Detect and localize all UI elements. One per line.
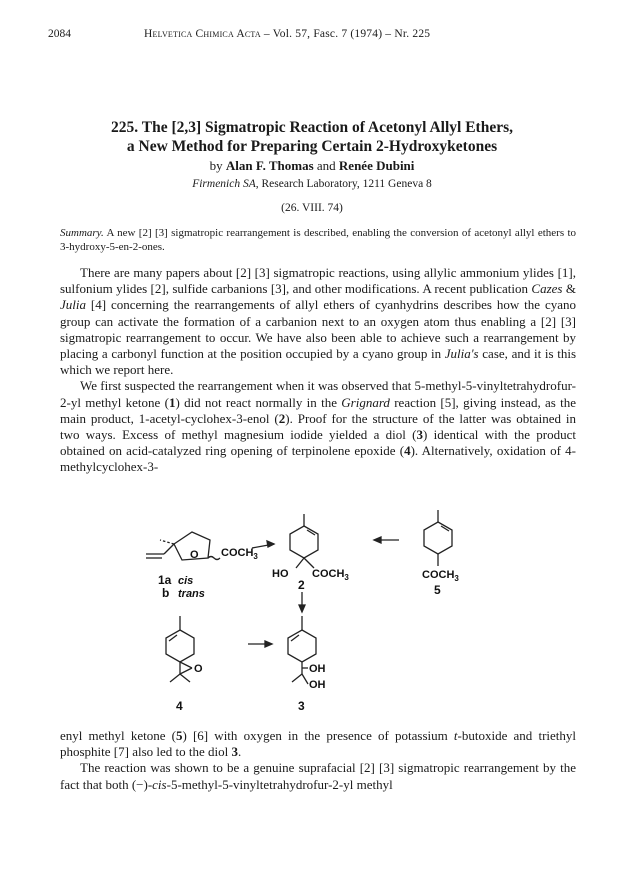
compound-ref-1: 1 — [168, 394, 176, 410]
c5-label: 5 — [434, 583, 441, 597]
arrow-5-to-2 — [374, 537, 399, 543]
by-text: by — [209, 158, 226, 173]
and-text: and — [313, 158, 339, 173]
compound-ref-5: 5 — [175, 728, 183, 743]
c1-trans-label: trans — [178, 588, 205, 600]
c3-ring — [288, 630, 316, 662]
c1-label-b: b — [162, 586, 170, 600]
body-text-top — [60, 265, 576, 476]
p1-text-a: There are many papers about [2] [3] sigmatropic reactions, using allylic ammonium ylides [1], sulfonium ylides [2], sulfide carbanions [3], and other modifications. A recent publication — [60, 265, 576, 297]
p2-text-b: ) did not react normally in the — [175, 394, 342, 410]
reaction-scheme — [124, 510, 524, 720]
paragraph-4 — [60, 760, 576, 792]
c1-acetyl-label — [221, 547, 258, 561]
compound-4-structure — [166, 616, 194, 682]
p2-text-f: ). Alternatively, oxidation of 4-methylcyclohex-3- — [60, 443, 576, 475]
p2-text-d: ). Proof for the structure of the latter was obtained in two ways. Excess of methyl magnesium iodide yielded a diol ( — [60, 410, 577, 443]
author-ref-julia-2: Julia's — [444, 346, 479, 362]
author-2: Renée Dubini — [338, 158, 415, 173]
summary-label: Summary. — [60, 227, 104, 239]
c4-methyl-a — [170, 674, 180, 682]
received-date: (26. VIII. 74) — [281, 202, 343, 214]
compound-5-structure — [424, 510, 452, 566]
c1-acetyl-text: COCH — [221, 547, 254, 559]
c5-double-bond — [441, 526, 449, 531]
c3-methyl-2 — [292, 674, 302, 682]
c4-epoxide-bond-1 — [180, 662, 192, 668]
arrow-4-to-3 — [248, 641, 272, 647]
c2-oh-bond — [296, 558, 304, 568]
p3-text-d: . — [238, 744, 242, 760]
compound-1-structure — [146, 532, 220, 560]
c2-acetyl-bond — [304, 558, 314, 568]
c1-cis-label: cis — [178, 575, 194, 587]
paragraph-1 — [60, 265, 576, 378]
body-text-bottom — [60, 728, 576, 793]
c4-epoxide-bond-2 — [180, 668, 192, 674]
arrow-1-to-2 — [252, 541, 274, 548]
arrow-head-1 — [267, 541, 274, 547]
c2-ho-label: HO — [272, 568, 289, 580]
p2-text-a: We first suspected the rearrangement when it was observed that 5-methyl-5-vinyltetrahydrofur-2-yl methyl ketone ( — [60, 378, 576, 410]
p3-text-c: -butoxide and triethyl phosphite [7] also led to the diol — [60, 728, 577, 760]
author-ref-cazes: Cazes — [531, 281, 563, 297]
p4-text-b: -5-methyl-5-vinyltetrahydrofur-2-yl methyl — [166, 776, 393, 792]
compound-ref-4: 4 — [404, 443, 411, 459]
c4-ring — [166, 630, 194, 662]
arrow-head-2 — [374, 537, 381, 543]
authors — [48, 158, 576, 174]
arrow-head-3 — [299, 605, 305, 612]
c5-acetyl-sub: 3 — [454, 574, 459, 583]
journal-name: Helvetica Chimica Acta — [144, 28, 261, 40]
c2-acetyl-sub: 3 — [344, 573, 349, 582]
page-number: 2084 — [48, 28, 71, 40]
c4-methyl-b — [180, 674, 190, 682]
compound-ref-2: 2 — [278, 410, 286, 426]
title-text-1: The [2,3] Sigmatropic Reaction of Acetonyl Allyl Ethers, — [141, 119, 513, 136]
author-1: Alan F. Thomas — [225, 158, 314, 173]
c3-oh-label-2: OH — [309, 679, 326, 691]
c1-label-a: 1a — [158, 573, 172, 587]
cis-italic: cis — [152, 776, 167, 792]
wavy-bond — [208, 557, 220, 560]
author-ref-julia: Julia — [60, 297, 86, 313]
title-line-2: a New Method for Preparing Certain 2-Hydroxyketones — [126, 138, 498, 155]
summary — [60, 226, 576, 254]
t-italic: t — [453, 728, 458, 743]
methyl-bond-hashed — [160, 540, 174, 544]
c2-acetyl-text: COCH — [312, 568, 345, 580]
journal-header — [144, 28, 430, 40]
p3-text-b: ) [6] with oxygen in the presence of potassium — [182, 728, 454, 743]
c3-oh-label-1: OH — [309, 663, 326, 675]
vinyl-bond — [164, 544, 174, 554]
c5-ring — [424, 522, 452, 554]
affiliation-address: , Research Laboratory, 1211 Geneva 8 — [255, 178, 432, 190]
compound-ref-3: 3 — [416, 427, 424, 443]
c2-ring — [290, 526, 318, 558]
arrow-2-to-3 — [299, 592, 305, 612]
p1-text-b: [4] concerning the rearrangements of allyl ethers of cyanhydrins describes how the cyano group can activate the formation of a carbanion next to an oxygen atom thus enabling a [2] [3] sigmatropic rearrangement to occur. We have also been able to achieve such a rearrangement by placing a carbonyl function at the position occupied by a cyano group in — [60, 297, 576, 362]
c4-oxygen-label: O — [194, 663, 203, 675]
c4-label: 4 — [176, 699, 183, 713]
title-line-1 — [48, 118, 576, 137]
c3-oh-bond-2 — [302, 674, 308, 684]
c2-acetyl-label — [312, 568, 349, 582]
c3-label: 3 — [298, 699, 305, 713]
paragraph-2 — [60, 378, 576, 475]
compound-2-structure — [290, 514, 318, 568]
author-ref-grignard: Grignard — [341, 394, 390, 410]
c5-acetyl-label — [422, 569, 459, 583]
article-number: 225. — [111, 119, 139, 136]
p1-text-c: case, and it is this which we report here. — [60, 346, 576, 378]
journal-issue: – Vol. 57, Fasc. 7 (1974) – Nr. 225 — [260, 28, 431, 40]
c1-oxygen-label: O — [190, 549, 199, 561]
compound-ref-3b: 3 — [231, 744, 239, 760]
arrow-head-4 — [265, 641, 272, 647]
c2-label: 2 — [298, 578, 305, 592]
c2-double-bond — [307, 530, 315, 535]
p4-text-a: The reaction was shown to be a genuine suprafacial [2] [3] sigmatropic rearrangement by the fact that both (−)- — [60, 760, 576, 792]
p1-amp: & — [562, 281, 576, 297]
paragraph-3 — [60, 728, 576, 760]
article-title — [48, 118, 576, 156]
reaction-scheme-svg — [124, 510, 524, 720]
p2-text-c: reaction [5], giving instead, as the main product, 1-acetyl-cyclohex-3-enol ( — [60, 394, 577, 426]
affiliation-company: Firmenich SA — [192, 178, 256, 190]
p2-text-e: ) identical with the product obtained on acid-catalyzed ring opening of terpinolene epoxide ( — [60, 427, 577, 459]
p3-text-a: enyl methyl ketone ( — [60, 728, 176, 743]
c1-acetyl-sub: 3 — [253, 552, 258, 561]
c5-acetyl-text: COCH — [422, 569, 455, 581]
affiliation — [48, 178, 576, 190]
summary-text: A new [2] [3] sigmatropic rearrangement is described, enabling the conversion of acetonyl allyl ethers to 3-hydroxy-5-en-2-ones. — [60, 227, 576, 253]
